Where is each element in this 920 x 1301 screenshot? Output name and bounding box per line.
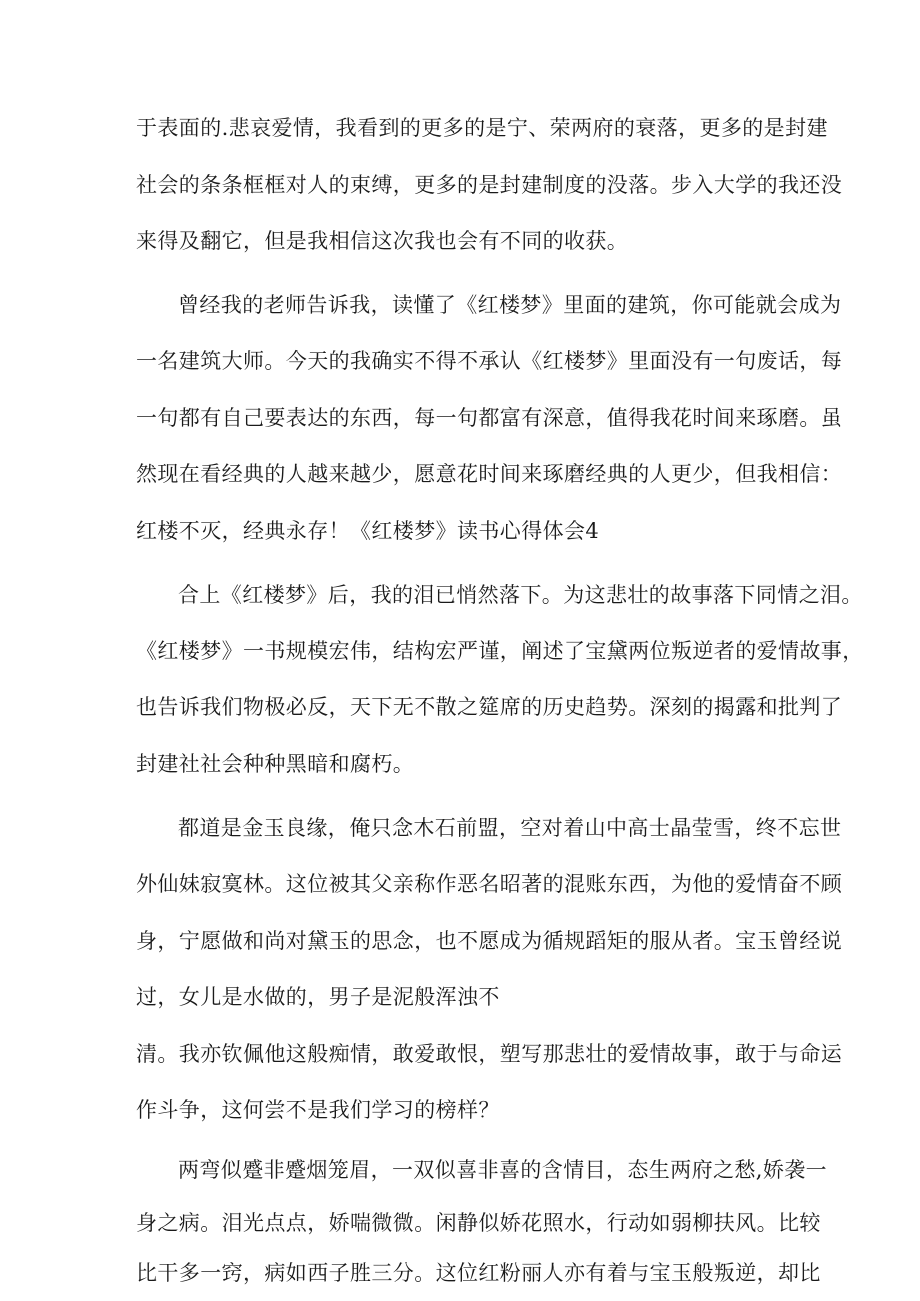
- text-line: 一句都有自己要表达的东西，每一句都富有深意，值得我花时间来琢磨。虽: [136, 406, 843, 430]
- text-line: 作斗争，这何尝不是我们学习的榜样？: [136, 1098, 500, 1122]
- paragraph-start-line: 都道是金玉良缘，俺只念木石前盟，空对着山中高士晶莹雪，终不忘世: [178, 816, 842, 840]
- text-line: 清。我亦钦佩他这般痴情，敢爱敢恨，塑写那悲壮的爱情故事，敢于与命运: [136, 1042, 843, 1066]
- text-line: 来得及翻它，但是我相信这次我也会有不同的收获。: [136, 229, 629, 253]
- text-line: 过，女儿是水做的，男子是泥般浑浊不: [136, 985, 500, 1009]
- paragraph-start-line: 合上《红楼梦》后，我的泪已悄然落下。为这悲壮的故事落下同情之泪。: [178, 583, 863, 607]
- text-line: 于表面的.悲哀爱情，我看到的更多的是宁、荣两府的衰落，更多的是封建: [136, 116, 828, 140]
- text-line: 比干多一窍，病如西子胜三分。这位红粉丽人亦有着与宝玉般叛逆，却比: [136, 1261, 821, 1285]
- text-line: 红楼不灭，经典永存！《红楼梦》读书心得体会4: [136, 519, 600, 543]
- text-line: 封建社社会种种黑暗和腐朽。: [136, 752, 415, 776]
- text-line: 也告诉我们物极必反，天下无不散之筵席的历史趋势。深刻的揭露和批判了: [136, 695, 843, 719]
- text-line: 身，宁愿做和尚对黛玉的思念，也不愿成为循规蹈矩的服从者。宝玉曾经说: [136, 929, 843, 953]
- text-line: 然现在看经典的人越来越少，愿意花时间来琢磨经典的人更少，但我相信：: [136, 462, 843, 486]
- text-line: 身之病。泪光点点，娇喘微微。闲静似娇花照水，行动如弱柳扶风。比较: [136, 1211, 821, 1235]
- text-line: 社会的条条框框对人的束缚，更多的是封建制度的没落。步入大学的我还没: [136, 173, 843, 197]
- paragraph-start-line: 曾经我的老师告诉我，读懂了《红楼梦》里面的建筑，你可能就会成为: [178, 293, 842, 317]
- paragraph-start-line: 两弯似蹙非蹙烟笼眉，一双似喜非喜的含情目，态生两府之愁,娇袭一: [178, 1158, 828, 1182]
- text-line: 外仙妹寂寞林。这位被其父亲称作恶名昭著的混账东西，为他的爱情奋不顾: [136, 872, 843, 896]
- text-line: 一名建筑大师。今天的我确实不得不承认《红楼梦》里面没有一句废话，每: [136, 349, 843, 373]
- text-line: 《红楼梦》一书规模宏伟，结构宏严谨，阐述了宝黛两位叛逆者的爱情故事，: [136, 639, 864, 663]
